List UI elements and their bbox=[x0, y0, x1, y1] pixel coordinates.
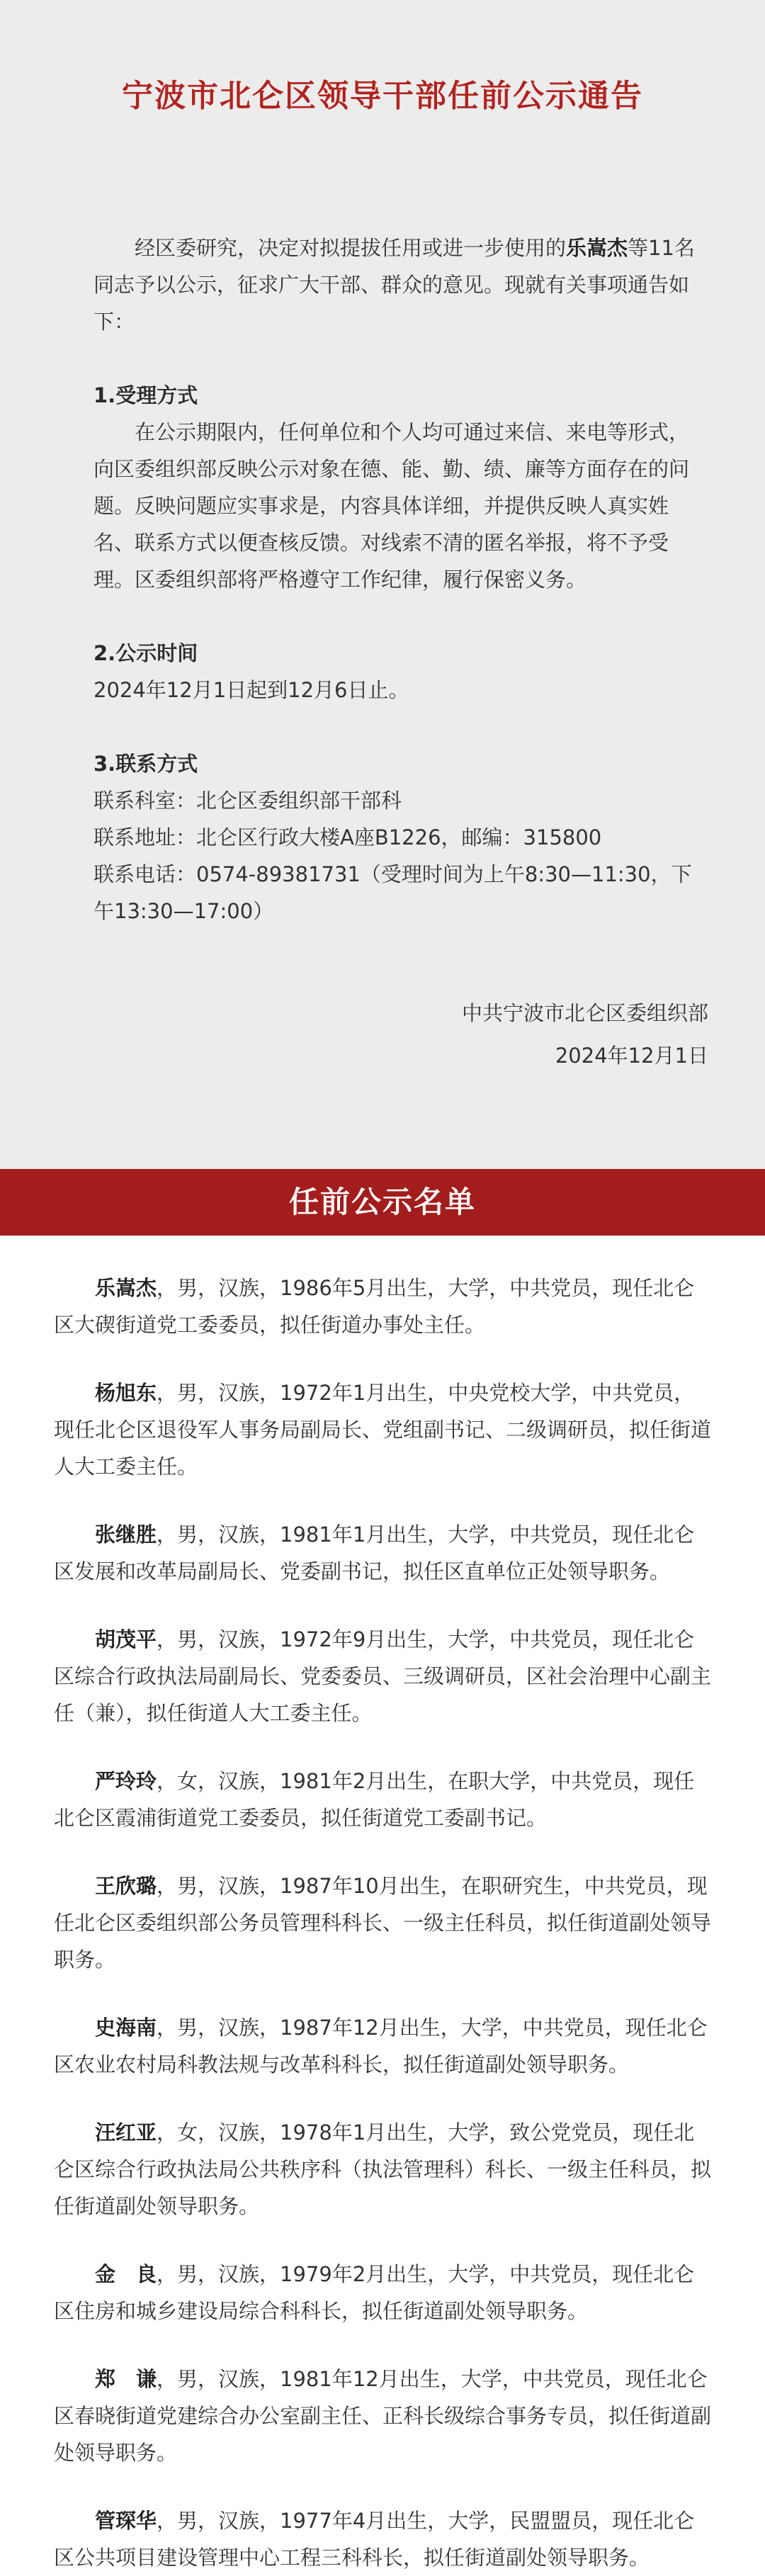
list-item bbox=[54, 1374, 711, 1485]
person-name: 王欣璐 bbox=[95, 1874, 157, 1898]
person-details: ，男，汉族，1972年1月出生，中央党校大学，中共党员，现任北仑区退役军人事务局副局长、党组副书记、二级调研员，拟任街道人大工委主任。 bbox=[54, 1381, 712, 1479]
notice-section bbox=[0, 0, 765, 1169]
list-item bbox=[54, 2361, 711, 2471]
person-name: 管琛华 bbox=[95, 2509, 157, 2533]
person-details: ，男，汉族，1979年2月出生，大学，中共党员，现任北仑区住房和城乡建设局综合科科长，拟任街道副处领导职务。 bbox=[54, 2262, 695, 2323]
person-name: 金 良 bbox=[95, 2262, 157, 2286]
person-name: 严玲玲 bbox=[95, 1769, 157, 1793]
list-header: 任前公示名单 bbox=[0, 1169, 765, 1236]
section-body: 2024年12月1日起到12月6日止。 bbox=[94, 678, 409, 702]
person-details: ，男，汉族，1981年12月出生，大学，中共党员，现任北仑区春晓街道党建综合办公室副主任、正科长级综合事务专员，拟任街道副处领导职务。 bbox=[54, 2367, 712, 2465]
list-item bbox=[54, 2502, 711, 2576]
section-acceptance bbox=[94, 377, 706, 598]
person-details: ，女，汉族，1981年2月出生，在职大学，中共党员，现任北仑区霞浦街道党工委委员，拟任街道党工委副书记。 bbox=[54, 1769, 695, 1830]
section-heading: 2.公示时间 bbox=[94, 641, 198, 665]
contact-office: 联系科室：北仑区委组织部干部科 bbox=[94, 789, 402, 813]
list-item bbox=[54, 1270, 711, 1343]
signature-date: 2024年12月1日 bbox=[555, 1044, 708, 1068]
intro-paragraph bbox=[94, 230, 706, 340]
person-details: ，男，汉族，1972年9月出生，大学，中共党员，现任北仑区综合行政执法局副局长、党委委员、三级调研员，区社会治理中心副主任（兼），拟任街道人大工委主任。 bbox=[54, 1627, 712, 1725]
notice-content bbox=[0, 230, 765, 930]
list-item bbox=[54, 1621, 711, 1732]
person-details: ，女，汉族，1978年1月出生，大学，致公党党员，现任北仑区综合行政执法局公共秩序科（执法管理科）科长、一级主任科员，拟任街道副处领导职务。 bbox=[54, 2120, 712, 2218]
person-details: ，男，汉族，1977年4月出生，大学，民盟盟员，现任北仑区公共项目建设管理中心工程三科科长，拟任街道副处领导职务。 bbox=[54, 2509, 695, 2570]
person-name: 胡茂平 bbox=[95, 1627, 157, 1651]
list-item bbox=[54, 2256, 711, 2329]
page-title: 宁波市北仑区领导干部任前公示通告 bbox=[122, 78, 643, 114]
person-name: 杨旭东 bbox=[95, 1381, 157, 1405]
person-name: 史海南 bbox=[95, 2016, 157, 2040]
signature bbox=[462, 992, 708, 1077]
section-heading: 3.联系方式 bbox=[94, 752, 198, 776]
person-details: ，男，汉族，1981年1月出生，大学，中共党员，现任北仑区发展和改革局副局长、党委副书记，拟任区直单位正处领导职务。 bbox=[54, 1523, 695, 1583]
list-item bbox=[54, 2009, 711, 2083]
person-name: 乐嵩杰 bbox=[95, 1276, 157, 1300]
list-item bbox=[54, 1763, 711, 1836]
list-item bbox=[54, 1868, 711, 1978]
intro-before: 经区委研究，决定对拟提拔任用或进一步使用的 bbox=[135, 236, 567, 260]
person-details: ，男，汉族，1987年12月出生，大学，中共党员，现任北仑区农业农村局科教法规与改革科科长，拟任街道副处领导职务。 bbox=[54, 2016, 708, 2077]
person-details: ，男，汉族，1987年10月出生，在职研究生，中共党员，现任北仑区委组织部公务员管理科科长、一级主任科员，拟任街道副处领导职务。 bbox=[54, 1874, 712, 1972]
list-item bbox=[54, 1516, 711, 1590]
person-name: 郑 谦 bbox=[95, 2367, 157, 2391]
person-name: 汪红亚 bbox=[95, 2120, 157, 2145]
contact-phone: 联系电话：0574-89381731（受理时间为上午8:30—11:30，下午13:30—17:00） bbox=[94, 862, 692, 923]
section-heading: 1.受理方式 bbox=[94, 383, 198, 407]
section-period bbox=[94, 635, 706, 708]
section-body: 在公示期限内，任何单位和个人均可通过来信、来电等形式，向区委组织部反映公示对象在德、能、勤、绩、廉等方面存在的问题。反映问题应实事求是，内容具体详细，并提供反映人真实姓名、联系方式以便查核反馈。对线索不清的匿名举报，将不予受理。区委组织部将严格遵守工作纪律，履行保密义务。 bbox=[94, 420, 690, 592]
candidate-list bbox=[0, 1236, 765, 2576]
section-contact bbox=[94, 745, 706, 930]
intro-after: 等11名同志予以公示，征求广大干部、群众的意见。现就有关事项通告如下： bbox=[94, 236, 695, 334]
list-item bbox=[54, 2114, 711, 2225]
person-name: 张继胜 bbox=[95, 1523, 157, 1547]
signature-org: 中共宁波市北仑区委组织部 bbox=[461, 1001, 708, 1025]
contact-address: 联系地址：北仑区行政大楼A座B1226，邮编：315800 bbox=[94, 825, 602, 849]
intro-name: 乐嵩杰 bbox=[566, 236, 628, 260]
person-details: ，男，汉族，1986年5月出生，大学，中共党员，现任北仑区大碶街道党工委委员，拟任街道办事处主任。 bbox=[54, 1276, 695, 1337]
